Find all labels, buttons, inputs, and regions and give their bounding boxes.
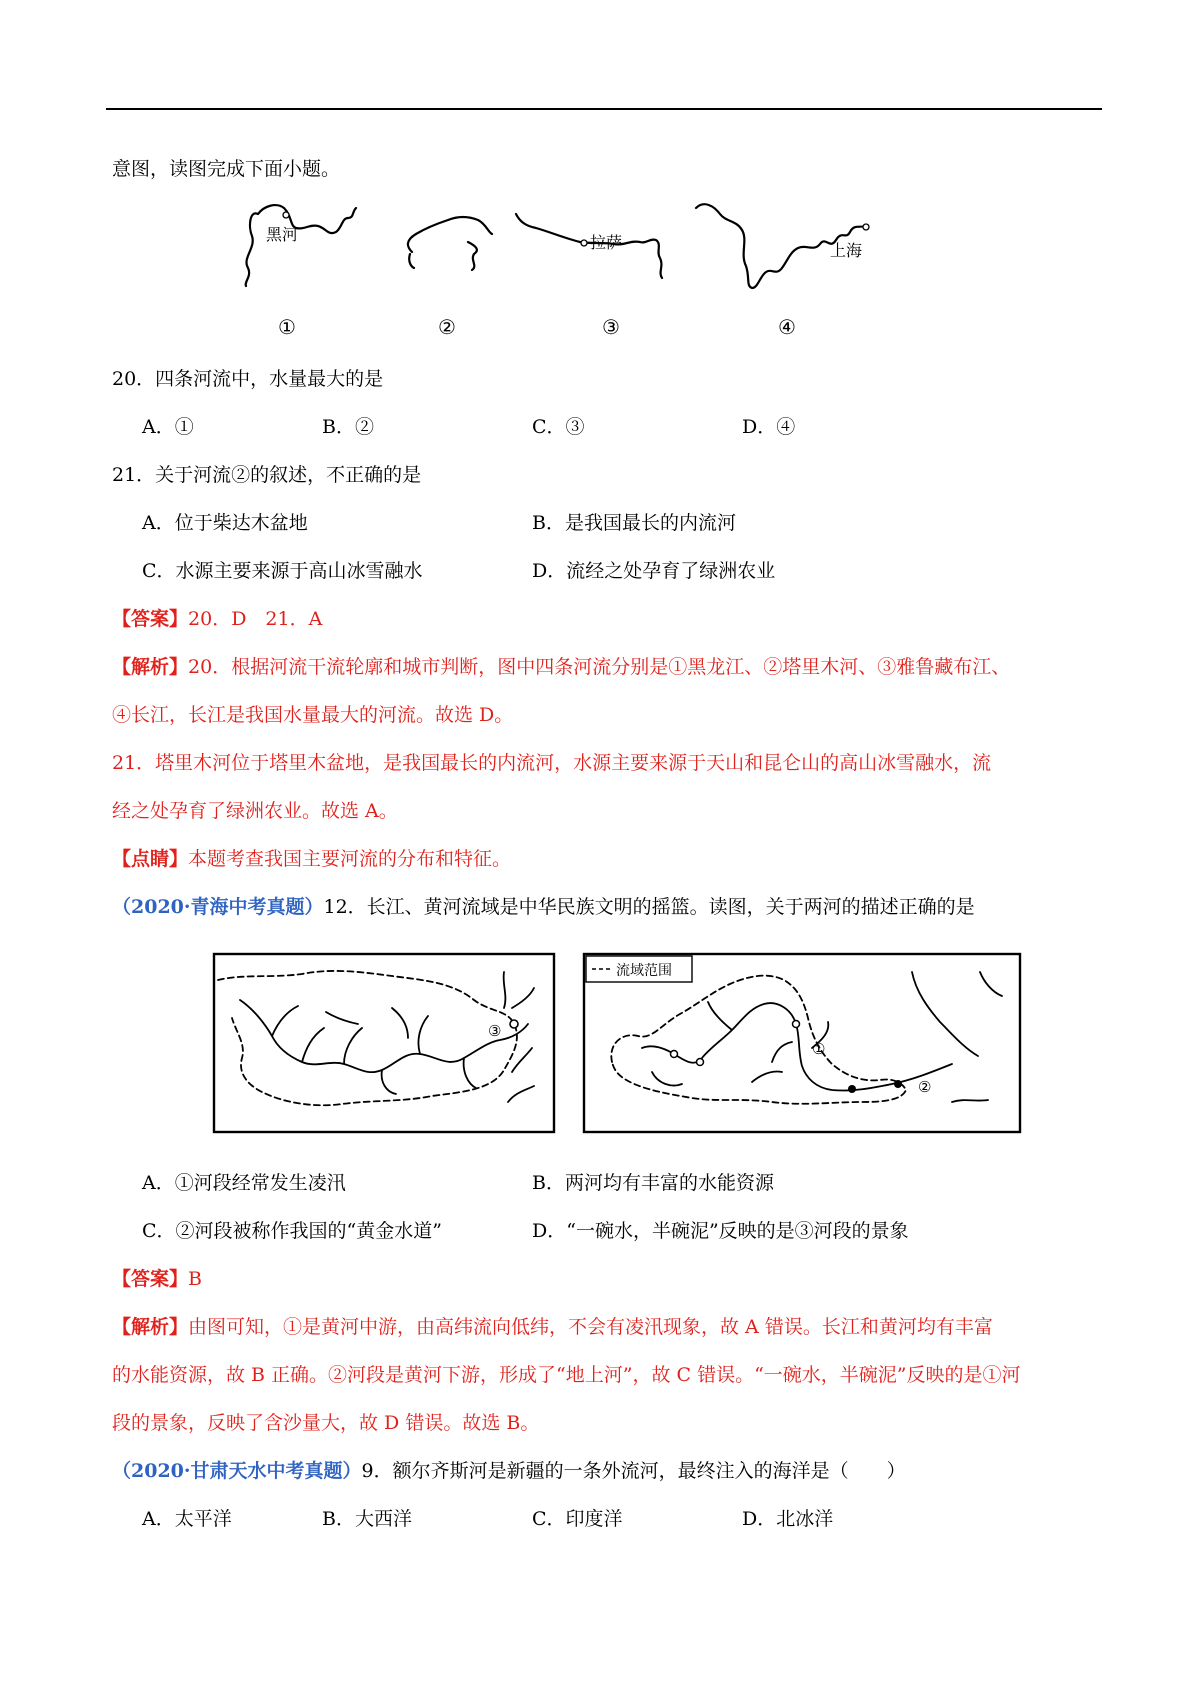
analysis-1-tag: 【解析】 [112, 656, 189, 678]
yellow-city-dot-2 [697, 1059, 704, 1066]
yellow-station-dot-2 [894, 1080, 902, 1088]
river-marker-2: ② [438, 315, 456, 339]
basins-figure [212, 952, 1024, 1138]
analysis-1-line-4: 经之处孕育了绿洲农业。故选 A。 [112, 800, 398, 822]
q20-option-b: B．② [322, 416, 374, 438]
q9-option-b: B．大西洋 [322, 1508, 412, 1530]
q12-option-b: B．两河均有丰富的水能资源 [532, 1172, 774, 1194]
yellow-river-map [611, 972, 1002, 1104]
river-marker-1: ① [278, 315, 296, 339]
q21-option-b: B．是我国最长的内流河 [532, 512, 736, 534]
q12-option-a: A．①河段经常发生凌汛 [142, 1172, 346, 1194]
river-marker-4: ④ [778, 315, 796, 339]
q12-stem: 12．长江、黄河流域是中华民族文明的摇篮。读图，关于两河的描述正确的是 [323, 896, 975, 918]
header-rule [106, 108, 1102, 110]
q12-stem-line [112, 894, 975, 920]
answer-1-text: 20．D 21．A [188, 608, 323, 630]
river-marker-3: ③ [602, 315, 620, 339]
basin-marker-3: ③ [488, 1022, 502, 1040]
lasa-city-dot [581, 240, 587, 246]
q21-option-a: A．位于柴达木盆地 [142, 512, 308, 534]
analysis-1-text-1: 20．根据河流干流轮廓和城市判断，图中四条河流分别是①黑龙江、②塔里木河、③雅鲁藏布江、 [188, 656, 1011, 678]
q9-option-c: C．印度洋 [532, 1508, 623, 1530]
analysis-1-line-2: ④长江，长江是我国水量最大的河流。故选 D。 [112, 704, 514, 726]
q9-option-d: D．北冰洋 [742, 1508, 834, 1530]
q9-source: （2020·甘肃天水中考真题） [112, 1460, 362, 1482]
analysis-1-line-1 [112, 654, 1010, 680]
river-1-line [246, 205, 356, 286]
yangtze-map [218, 971, 534, 1105]
comment-1 [112, 846, 511, 872]
q12-option-c: C．②河段被称作我国的“黄金水道” [142, 1220, 442, 1242]
analysis-2-line-2: 的水能资源，故 B 正确。②河段是黄河下游，形成了“地上河”，故 C 错误。“一碗水，半碗泥”反映的是①河 [112, 1364, 1021, 1386]
yellow-city-dot-1 [671, 1051, 678, 1058]
shanghai-label: 上海 [830, 241, 863, 260]
q21-stem: 21．关于河流②的叙述，不正确的是 [112, 464, 422, 486]
answer-2-tag: 【答案】 [112, 1268, 189, 1290]
basin-marker-2: ② [918, 1078, 932, 1096]
q12-option-d: D．“一碗水，半碗泥”反映的是③河段的景象 [532, 1220, 909, 1242]
comment-1-text: 本题考查我国主要河流的分布和特征。 [188, 848, 512, 870]
q9-stem: 9．额尔齐斯河是新疆的一条外流河，最终注入的海洋是（ ） [361, 1460, 906, 1482]
q20-option-a: A．① [142, 416, 194, 438]
legend-label: 流域范围 [616, 963, 672, 979]
analysis-2-text-1: 由图可知，①是黄河中游，由高纬流向低纬，不会有凌汛现象，故 A 错误。长江和黄河均有丰富 [188, 1316, 993, 1338]
yellow-city-dot-3 [793, 1021, 800, 1028]
basin-marker-1: ① [812, 1040, 826, 1058]
intro-text: 意图，读图完成下面小题。 [112, 158, 341, 180]
answer-1-tag: 【答案】 [112, 608, 189, 630]
q9-stem-line [112, 1458, 906, 1484]
yellow-station-dot-1 [848, 1085, 856, 1093]
shanghai-city-dot [863, 224, 869, 230]
heihe-label: 黑河 [266, 225, 299, 244]
q20-stem: 20．四条河流中，水量最大的是 [112, 368, 384, 390]
lasa-label: 拉萨 [590, 233, 623, 252]
q20-option-d: D．④ [742, 416, 796, 438]
q9-option-a: A．太平洋 [142, 1508, 232, 1530]
river-2-line [408, 217, 492, 270]
q21-option-c: C．水源主要来源于高山冰雪融水 [142, 560, 423, 582]
rivers-figure [230, 196, 870, 346]
q12-source: （2020·青海中考真题） [112, 896, 324, 918]
analysis-2-line-3: 段的景象，反映了含沙量大，故 D 错误。故选 B。 [112, 1412, 540, 1434]
q20-option-c: C．③ [532, 416, 585, 438]
analysis-1-line-3: 21．塔里木河位于塔里木盆地，是我国最长的内流河，水源主要来源于天山和昆仑山的高山冰雪融水，流 [112, 752, 992, 774]
yangtze-station-dot [510, 1020, 518, 1028]
q21-option-d: D．流经之处孕育了绿洲农业 [532, 560, 776, 582]
answer-2-text: B [188, 1268, 202, 1290]
comment-1-tag: 【点睛】 [112, 848, 189, 870]
heihe-city-dot [283, 212, 289, 218]
analysis-2-tag: 【解析】 [112, 1316, 189, 1338]
river-3-line [516, 214, 662, 278]
answer-2 [112, 1266, 202, 1292]
answer-1 [112, 606, 322, 632]
analysis-2-line-1 [112, 1314, 993, 1340]
